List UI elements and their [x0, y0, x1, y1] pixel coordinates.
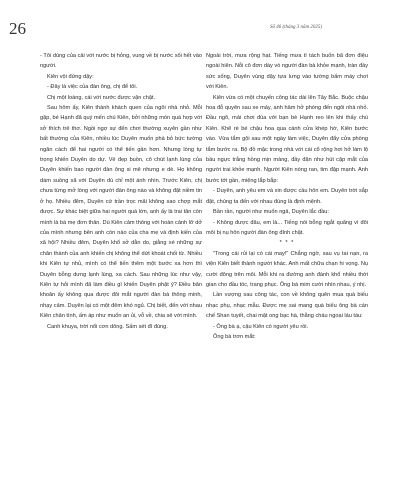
- paragraph: - Không được đâu, em là... Tiếng nói bỗng ngắt quãng vì đôi môi bị nụ hôn người đàn ông đính chặt.: [206, 219, 368, 236]
- paragraph: Canh khuya, trời nổi cơn dông. Sấm sét đì đùng.: [47, 323, 168, 330]
- section-separator: * * *: [279, 240, 295, 247]
- paragraph: Bần rần, người như muốn ngả, Duyên lắc đầu:: [213, 209, 329, 216]
- paragraph: Lần vượng sau công tác, con về không quên mua quà biếu nhạc phụ, nhạc mẫu. Được mẹ sai mang quà biếu ông bà cán chế Shan tuyết, chai mật ong bạc hà, thằng cháu ngoại láu táu:: [206, 292, 368, 320]
- right-column: [206, 51, 368, 342]
- paragraph: Ngoài trời, mưa rộng hạt. Tiếng mưa tí tách buốn bã đơn điệu ngoài hiên. Nỗi cô đơn dày vò người đàn bà khỏe mạnh, tràn đầy sức sống, Duyên vùng dậy tựa lưng vào tường bấm máy chơi với Kiên.: [206, 53, 368, 91]
- paragraph: - Tôi dùng của cải với nước bị hỏng, vung về bị nước xối hết vào người.: [40, 53, 202, 70]
- paragraph: Ông bà trơn mắt:: [213, 333, 256, 340]
- paragraph: Kiên vội đứng dậy:: [47, 73, 94, 80]
- paragraph: - Đây là việc của đàn ông, chị để tôi.: [47, 84, 138, 91]
- paragraph: Sau hôm ấy, Kiên thành khách quen của ngôi nhà nhỏ. Mỗi gặp, bé Hạnh đã quý mến chú Kiên, bởi những món quà hợp với sở thích trẻ thơ. Ngồi ngợ sự đến chơi thường xuyên gần như bất thường của Kiên, nhiều lúc Duyên muốn phá bỏ bức tường ngăn cách để hai người có thể tiến gần hơn. Nhưng lòng tự trọng khiến Duyên do dự. Vẻ đẹp buồn, cô chút lạnh lùng của Duyên khiến bao người đàn ông si mê nhưng e dè. Họ không dám suồng sã với Duyên dù chỉ một ánh nhìn. Trước Kiên, chị chưa từng mở lòng với người đàn ông nào và không đặt niềm tin ở họ. Nhiều đêm, Duyên cứ trần trọc mãi không sao chợp mắt được. Sự khác biệt giữa hai người quá lớn, anh ấy là trai tân còn mình là bà mẹ đơn thân. Dù Kiên cảm thông với hoàn cảnh lỡ dở của mình nhưng bên anh còn nào của cha mẹ và định kiến của xã hội? Nhiều đêm, Duyên khổ sở dằn do, giằng xé những sự chân thành của anh khiến chị không thể dứt khoát chối từ. Nhiều khi Kiên tự nhủ, mình có thể tiến thêm một bước xa hơn thì Duyên bỗng dưng lạnh lùng, xa cách. Sau những lúc như vậy, Kiên tự hỏi mình đã làm điều gì khiến Duyên phật ý? Điều băn khoăn ấy không qua được đôi mắt người đàn bà thông minh, nhạy cảm. Duyên lại có một đêm khó ngủ. Chị biết, đến với nhau Kiên chân tình, ấm áp như muốn an ủi, vỗ về, chia sẻ với mình.: [40, 105, 202, 320]
- paragraph: - Duyên, anh yêu em và xin được cầu hôn em. Duyên trời sắp đặt, chúng ta đến với nhau đúng là định mệnh.: [206, 188, 368, 205]
- page-number: 26: [9, 19, 26, 38]
- paragraph: - Ông bà ạ, cậu Kiên có người yêu rồi.: [213, 323, 309, 330]
- issue-info: Số 46 (tháng 3 năm 2025): [270, 25, 323, 30]
- paragraph: "Trong cái rủi lại có cái may!" Chẳng ngờ, sau vụ tai nạn, ra viện Kiên biết thành người khác. Anh mất chữa chạn hi vọng. Nụ cười đông trên môi. Mỗi khi ra đường anh đành khổ nhiều thời gian cho đầu tóc, trang phục. Ông bà mim cười nhìn nhau, ý nhị.: [206, 250, 368, 288]
- left-column: [40, 51, 202, 332]
- paragraph: Kiên vừa có một chuyến công tác dài lên Tây Bắc. Buộc chậu hoa đỗ quyên sau xe máy, anh hăm hở phóng đến ngôi nhà nhỏ. Đầu ngõ, mải chơi đùa với bạn bè Hạnh reo lên khi thấy chú Kiên. Khẽ rè bé chậu hoa qua cánh cửa khép hờ, Kiên bước vào. Vừa tắm gội sau một ngày làm việc, Duyên đẩy cửa phòng tắm bước ra. Bộ đồ mặc trong nhà với cái cổ rộng hơi hở làm lộ bầu ngực trắng hồng mịn màng, đầy đặn như hút cặp mắt của người trai khỏe mạnh. Người Kiên nóng ran, tim đập mạnh. Anh bước tới gần, miệng lắp bắp:: [206, 94, 368, 184]
- paragraph: Chị một loáng, cái với nước được vặn chặt.: [47, 94, 156, 101]
